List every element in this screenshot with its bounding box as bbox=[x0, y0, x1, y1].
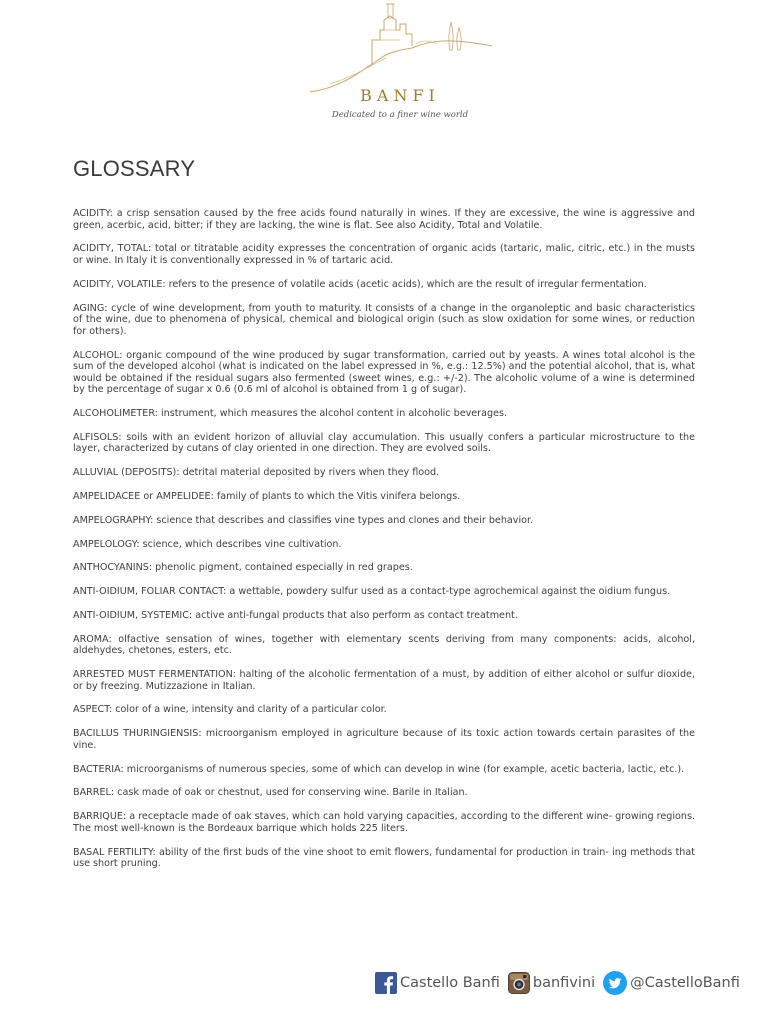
glossary-entry: ALLUVIAL (DEPOSITS): detrital material deposited by rivers when they flood. bbox=[73, 467, 440, 479]
social-footer bbox=[375, 970, 748, 996]
instagram-label: banfivini bbox=[532, 975, 596, 991]
instagram-link[interactable] bbox=[508, 972, 595, 994]
glossary-entry: AMPELOGRAPHY: science that describes and classifies vine types and clones and their behavior. bbox=[73, 514, 534, 526]
glossary-entry: AMPELIDACEE or AMPELIDEE: family of plants to which the Vitis vinifera belongs. bbox=[73, 491, 461, 502]
facebook-label: Castello Banfi bbox=[400, 975, 500, 991]
facebook-link[interactable] bbox=[375, 972, 500, 994]
brand-name: BANFI bbox=[360, 86, 440, 105]
glossary-entry: ALCOHOLIMETER: instrument, which measures the alcohol content in alcoholic beverages. bbox=[73, 408, 508, 420]
twitter-label: @CastelloBanfi bbox=[630, 975, 740, 991]
glossary-entry: BARREL: cask made of oak or chestnut, used for conserving wine. Barile in Italian. bbox=[73, 787, 468, 799]
twitter-link[interactable] bbox=[603, 971, 740, 995]
glossary-entry: ANTHOCYANINS: phenolic pigment, contained especially in red grapes. bbox=[73, 562, 413, 574]
brand-tagline: Dedicated to a finer wine world bbox=[331, 110, 469, 120]
glossary-entry: AMPELOLOGY: science, which describes vine cultivation. bbox=[73, 538, 342, 550]
glossary-entry: BASAL FERTILITY: ability of the first buds of the vine shoot to emit flowers, fundamental for production in train- ing methods that use short pruning. bbox=[73, 846, 695, 870]
glossary-entry: BACILLUS THURINGIENSIS: microorganism employed in agriculture because of its toxic action towards certain parasites of the vine. bbox=[73, 728, 695, 751]
glossary-entry: AGING: cycle of wine development, from youth to maturity. It consists of a change in the organoleptic and basic characteristics of the wine, due to phenomena of physical, chemical and biological origin (such as slow oxidation for some wines, or reduction for others). bbox=[73, 302, 695, 337]
glossary-entry: ASPECT: color of a wine, intensity and clarity of a particular color. bbox=[73, 704, 387, 716]
instagram-icon bbox=[508, 972, 530, 994]
castle-emblem-icon bbox=[300, 0, 500, 125]
twitter-icon bbox=[603, 971, 627, 995]
glossary-entry: BACTERIA: microorganisms of numerous species, some of which can develop in wine (for example, acetic bacteria, lactic, etc.). bbox=[73, 763, 685, 775]
banfi-logo bbox=[300, 0, 500, 125]
glossary-entry: ALCOHOL: organic compound of the wine produced by sugar transformation, carried out by yeasts. A wines total alcohol is the sum of the developed alcohol (what is indicated on the label expressed in %, e.g.: 12.5%) and the potential alcohol, that is, what would be obtained if the residual sugars also fermented (sweet wines, e.g.: +/-2). The alcoholic volume of a wine is determined by the percentage of sugar x 0.6 (0.6 ml of alcohol is obtained from 1 g of sugar). bbox=[73, 349, 695, 396]
glossary-entry: ALFISOLS: soils with an evident horizon of alluvial clay accumulation. This usually confers a particular microstructure to the layer, characterized by cutans of clay oriented in one direction. They are evolved soils. bbox=[73, 431, 695, 455]
glossary-entry: ACIDITY: a crisp sensation caused by the free acids found naturally in wines. If they are excessive, the wine is aggressive and green, acerbic, acid, bitter; if they are lacking, the wine is flat. See also Acidity, Total and Volatile. bbox=[73, 208, 695, 231]
glossary-entry: AROMA: olfactive sensation of wines, together with elementary scents deriving from many components: acids, alcohol, aldehydes, chetones, esters, etc. bbox=[73, 633, 695, 657]
glossary-entry: ANTI-OIDIUM, FOLIAR CONTACT: a wettable, powdery sulfur used as a contact-type agrochemical against the oidium fungus. bbox=[73, 586, 671, 598]
glossary-entries bbox=[73, 208, 695, 882]
glossary-entry: ACIDITY, VOLATILE: refers to the presence of volatile acids (acetic acids), which are the result of irregular fermentation. bbox=[73, 278, 647, 290]
glossary-entry: ANTI-OIDIUM, SYSTEMIC: active anti-fungal products that also perform as contact treatment. bbox=[73, 609, 518, 621]
facebook-icon bbox=[375, 972, 397, 994]
glossary-entry: BARRIQUE: a receptacle made of oak staves, which can hold varying capacities, according to the different wine- growing regions. The most well-known is the Bordeaux barrique which holds 225 liters. bbox=[73, 811, 695, 834]
page-title: GLOSSARY bbox=[73, 156, 196, 181]
glossary-entry: ACIDITY, TOTAL: total or titratable acidity expresses the concentration of organic acids (tartaric, malic, citric, etc.) in the musts or wine. In Italy it is conventionally expressed in % of tartaric acid. bbox=[73, 243, 695, 266]
glossary-entry: ARRESTED MUST FERMENTATION: halting of the alcoholic fermentation of a must, by addition of either alcohol or sulfur dioxide, or by freezing. Mutizzazione in Italian. bbox=[73, 669, 695, 692]
